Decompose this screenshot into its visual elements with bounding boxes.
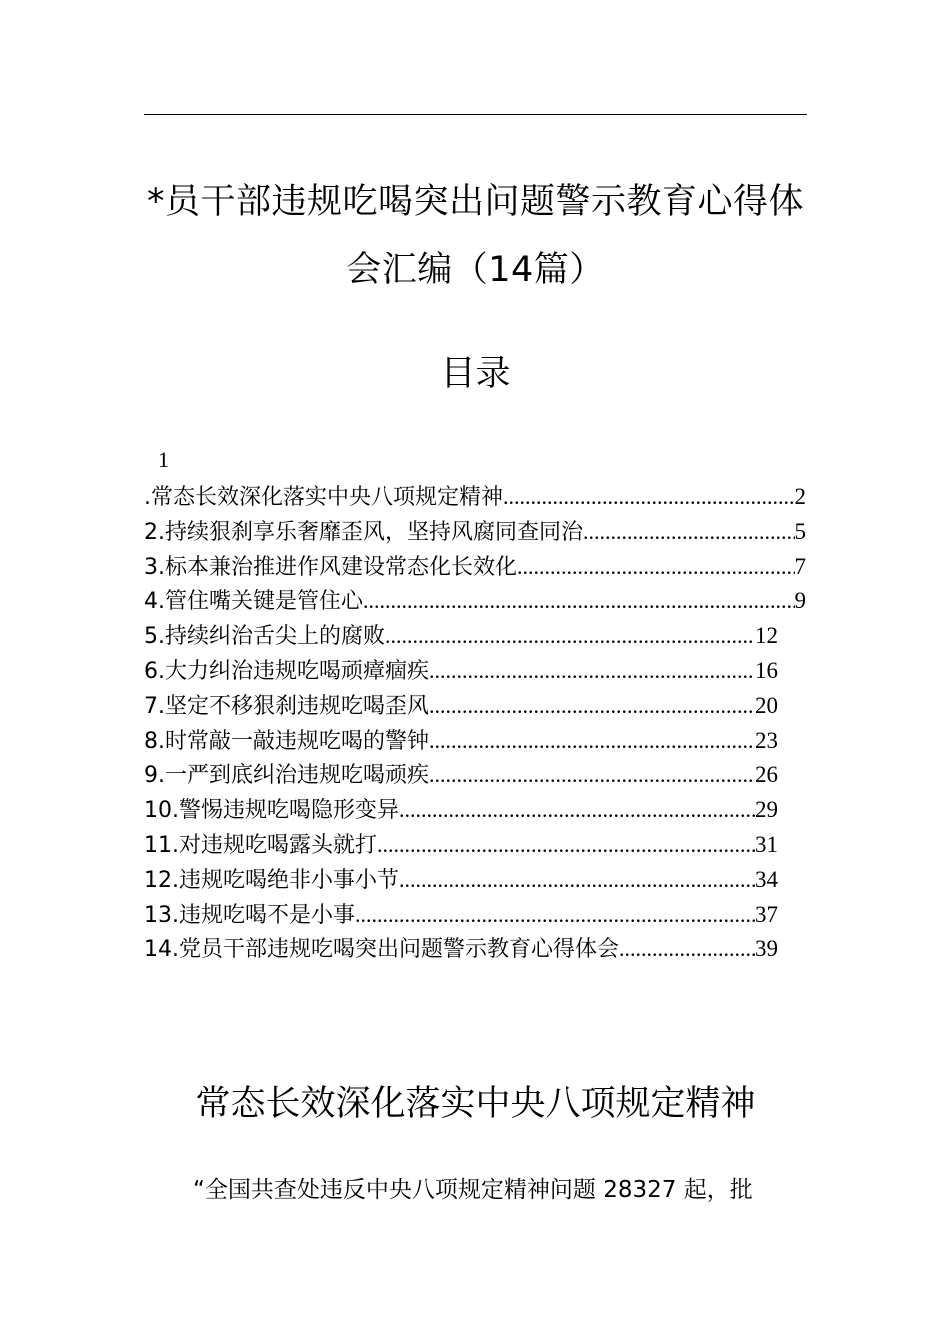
toc-leader-dots [503, 480, 795, 515]
toc-leader-dots [429, 654, 755, 689]
toc-entry-label: 2.持续狠刹享乐奢靡歪风，坚持风腐同查同治 [144, 519, 583, 545]
table-of-contents [144, 480, 806, 967]
toc-leader-dots [385, 619, 755, 654]
toc-entry-page: 5 [794, 518, 806, 544]
toc-entry[interactable] [144, 863, 806, 898]
body-paragraph: “全国共查处违反中央八项规定精神问题 28327 起，批 [193, 1177, 753, 1203]
toc-leader-dots [619, 932, 755, 967]
document-title-line1: *员干部违规吃喝突出问题警示教育心得体 [146, 182, 804, 222]
toc-leader-dots [363, 584, 795, 619]
toc-entry-label: 4.管住嘴关键是管住心 [144, 589, 363, 615]
toc-entry-page: 26 [755, 762, 778, 788]
toc-entry-page: 7 [794, 553, 806, 579]
toc-entry-page: 12 [755, 623, 778, 649]
toc-entry[interactable] [144, 932, 806, 967]
toc-entry-label: 12.违规吃喝绝非小事小节 [144, 867, 399, 893]
toc-entry[interactable] [144, 758, 806, 793]
toc-entry-label: 14.党员干部违规吃喝突出问题警示教育心得体会 [144, 937, 619, 963]
toc-entry-page: 31 [755, 831, 778, 857]
toc-entry[interactable] [144, 619, 806, 654]
toc-entry-page: 34 [755, 866, 778, 892]
toc-leader-dots [429, 758, 755, 793]
toc-leader-dots [429, 724, 755, 759]
toc-entry-label: 5.持续纠治舌尖上的腐败 [144, 624, 385, 650]
toc-leader-dots [517, 550, 795, 585]
toc-entry-label: .常态长效深化落实中央八项规定精神 [144, 485, 503, 510]
toc-leader-dots [355, 898, 755, 933]
toc-entry-page: 16 [755, 657, 778, 683]
toc-entry[interactable] [144, 689, 806, 724]
toc-entry-page: 29 [755, 797, 778, 823]
toc-entry[interactable] [144, 724, 806, 759]
toc-entry[interactable] [144, 654, 806, 689]
toc-entry-page: 23 [755, 727, 778, 753]
toc-entry[interactable] [144, 584, 806, 619]
toc-entry[interactable] [144, 480, 806, 515]
toc-entry-label: 13.违规吃喝不是小事 [144, 902, 355, 928]
toc-entry[interactable] [144, 793, 806, 828]
toc-entry-label: 7.坚定不移狠刹违规吃喝歪风 [144, 693, 429, 719]
toc-entry[interactable] [144, 515, 806, 550]
toc-leader-dots [399, 793, 755, 828]
top-rule [144, 114, 807, 115]
toc-entry-page: 9 [794, 588, 806, 614]
toc-entry-page: 39 [755, 936, 778, 962]
toc-heading: 目录 [440, 354, 511, 394]
toc-entry-label: 6.大力纠治违规吃喝顽瘴痼疾 [144, 658, 429, 684]
toc-leader-dots [429, 689, 755, 724]
toc-entry-label: 3.标本兼治推进作风建设常态化长效化 [144, 554, 517, 580]
toc-leader-dots [399, 863, 755, 898]
toc-first-number: 1 [158, 447, 169, 472]
toc-leader-dots [377, 828, 755, 863]
toc-entry-label: 11.对违规吃喝露头就打 [144, 832, 377, 858]
section-title: 常态长效深化落实中央八项规定精神 [195, 1084, 756, 1124]
document-title-line2: 会汇编（14篇） [346, 250, 605, 290]
toc-entry-page: 37 [755, 901, 778, 927]
toc-entry-label: 8.时常敲一敲违规吃喝的警钟 [144, 728, 429, 754]
toc-entry[interactable] [144, 550, 806, 585]
toc-entry[interactable] [144, 828, 806, 863]
toc-entry-page: 20 [755, 692, 778, 718]
toc-leader-dots [583, 515, 795, 550]
toc-entry[interactable] [144, 898, 806, 933]
toc-entry-label: 9.一严到底纠治违规吃喝顽疾 [144, 763, 429, 789]
toc-entry-page: 2 [794, 484, 806, 509]
toc-entry-label: 10.警惕违规吃喝隐形变异 [144, 798, 399, 824]
